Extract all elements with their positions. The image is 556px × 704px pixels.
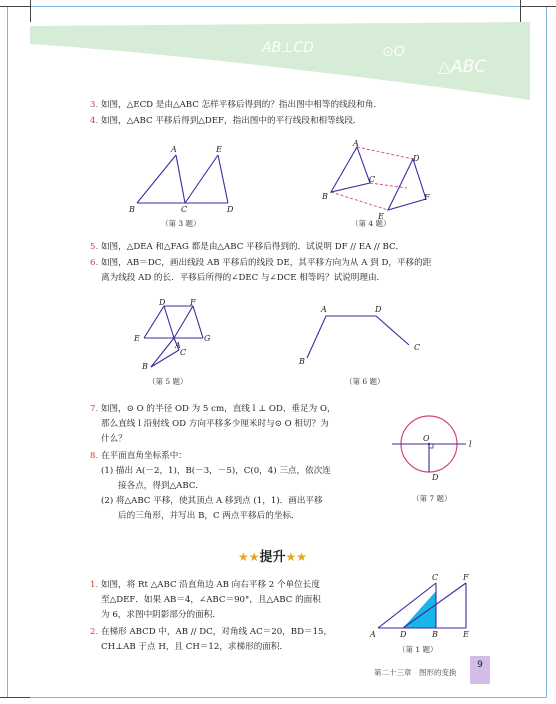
question-3 xyxy=(90,98,382,113)
point-label: D xyxy=(413,154,420,163)
point-label: D xyxy=(400,630,407,639)
question-number: 8. xyxy=(90,451,99,461)
point-label: A xyxy=(370,630,376,639)
point-label: B xyxy=(322,192,328,201)
advanced-question-1-line2: 至△DEF．如果 AB＝4，∠ABC＝90°，且△ABC 的面积 xyxy=(101,595,321,605)
point-label: l xyxy=(469,440,472,449)
point-label: O xyxy=(423,434,430,443)
point-label: A xyxy=(175,341,181,350)
chapter-footer: 第二十三章 图形的变换 xyxy=(374,668,457,677)
figure-1 xyxy=(368,570,478,640)
figure-caption: （第 3 题） xyxy=(161,219,201,228)
point-label: F xyxy=(190,298,196,307)
question-text: 如图，⊙ O 的半径 OD 为 5 cm，直线 l ⊥ OD，垂足为 O， xyxy=(100,404,336,414)
figure-6 xyxy=(295,300,435,370)
point-label: C xyxy=(180,348,187,357)
point-label: B xyxy=(129,205,135,214)
point-label: E xyxy=(463,630,469,639)
question-6-line2: 离为线段 AD 的长．平移后所得的∠DEC 与∠DCE 相等吗？试说明理由． xyxy=(101,273,386,283)
point-label: E xyxy=(134,334,140,343)
star-icon: ★★ xyxy=(285,550,308,564)
point-label: C xyxy=(369,175,376,184)
section-heading xyxy=(238,546,307,565)
advanced-question-1-line3: 为 6，求图中阴影部分的面积． xyxy=(101,610,221,620)
question-number: 1. xyxy=(90,580,99,590)
question-text: 在平面直角坐标系中： xyxy=(100,451,187,461)
question-text: 如图，AB＝DC，画出线段 AB 平移后的线段 DE，其平移方向为从 A 到 D，平移的距 xyxy=(100,258,432,268)
section-title: 提升 xyxy=(259,550,286,565)
point-label: A xyxy=(353,139,359,148)
question-number: 6. xyxy=(90,258,99,268)
question-6 xyxy=(90,256,431,271)
figure-caption: （第 5 题） xyxy=(148,377,188,386)
point-label: D xyxy=(432,473,439,482)
figure-4 xyxy=(318,137,438,222)
point-label: D xyxy=(159,298,166,307)
figure-3 xyxy=(125,140,245,220)
point-label: D xyxy=(375,305,382,314)
question-number: 2. xyxy=(90,627,99,637)
advanced-question-2 xyxy=(90,625,332,640)
figure-7 xyxy=(392,410,482,490)
figure-5 xyxy=(128,295,218,375)
question-text: 如图，△ECD 是由△ABC 怎样平移后得到的？指出图中相等的线段和角． xyxy=(100,100,383,110)
question-text: 在梯形 ABCD 中，AB // DC，对角线 AC＝20，BD＝15， xyxy=(100,627,333,637)
figure-caption: （第 6 题） xyxy=(345,377,385,386)
advanced-question-2-line2: CH⊥AB 于点 H，且 CH＝12，求梯形的面积． xyxy=(101,642,289,652)
question-8 xyxy=(90,449,187,464)
point-label: B xyxy=(142,362,148,371)
point-label: E xyxy=(216,145,222,154)
point-label: D xyxy=(227,205,234,214)
point-label: C xyxy=(432,573,439,582)
question-text: 如图，△ABC 平移后得到△DEF，指出图中的平行线段和相等线段． xyxy=(100,116,362,126)
question-number: 7. xyxy=(90,404,99,414)
question-8-part1: (1) 描出 A(－2，1)，B(－3，－5)，C(0，4) 三点，依次连 xyxy=(101,466,331,476)
point-label: A xyxy=(171,145,177,154)
question-7-line3: 什么？ xyxy=(101,434,127,444)
point-label: G xyxy=(204,334,211,343)
point-label: F xyxy=(424,193,430,202)
deco-symbol: △ABC xyxy=(438,57,487,77)
page-number: 9 xyxy=(477,660,483,670)
question-7 xyxy=(90,402,336,417)
question-8-part1-line2: 接各点，得到△ABC． xyxy=(118,481,205,491)
question-7-line2: 那么直线 l 沿射线 OD 方向平移多少厘米时与⊙ O 相切？为 xyxy=(101,419,329,429)
figure-caption: （第 4 题） xyxy=(351,219,391,228)
crop-mark xyxy=(0,697,30,698)
advanced-question-1 xyxy=(90,578,320,593)
question-4 xyxy=(90,114,362,129)
point-label: E xyxy=(378,212,384,221)
deco-symbol: ⊙O xyxy=(382,44,405,60)
point-label: B xyxy=(432,630,438,639)
point-label: C xyxy=(414,343,421,352)
figure-caption: （第 1 题） xyxy=(398,645,438,654)
star-icon: ★★ xyxy=(238,550,260,564)
point-label: B xyxy=(299,357,305,366)
question-number: 3. xyxy=(90,100,99,110)
point-label: F xyxy=(463,573,469,582)
question-8-part2: (2) 将△ABC 平移，使其顶点 A 移到点 (1，1)．画出平移 xyxy=(101,496,323,506)
point-label: A xyxy=(321,305,327,314)
figure-caption: （第 7 题） xyxy=(412,494,452,503)
question-text: 如图，将 Rt △ABC 沿直角边 AB 向右平移 2 个单位长度 xyxy=(100,580,320,590)
question-5 xyxy=(90,240,404,255)
question-text: 如图，△DEA 和△FAG 都是由△ABC 平移后得到的．试说明 DF // EA // BC． xyxy=(100,242,405,252)
question-number: 5. xyxy=(90,242,99,252)
question-number: 4. xyxy=(90,116,99,126)
point-label: C xyxy=(181,205,188,214)
question-8-part2-line2: 后的三角形，并写出 B，C 两点平移后的坐标． xyxy=(118,511,300,521)
deco-symbol: AB⊥CD xyxy=(262,40,314,56)
